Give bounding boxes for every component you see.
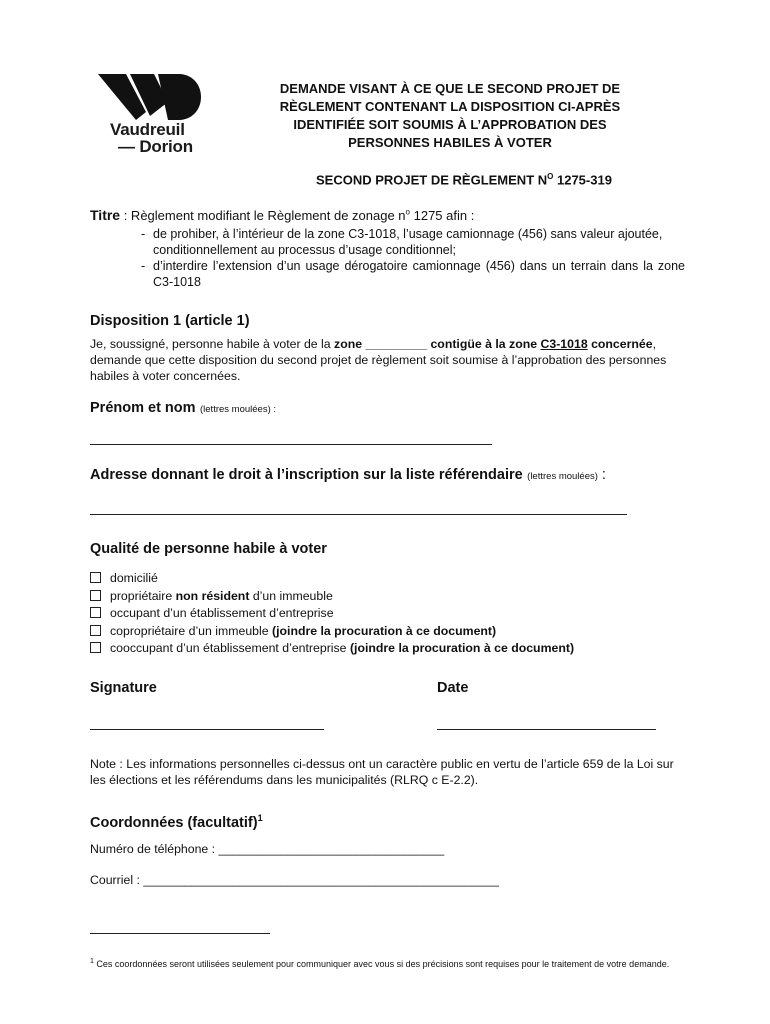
checkbox[interactable] — [90, 572, 101, 583]
checkbox[interactable] — [90, 625, 101, 636]
prenom-field[interactable] — [90, 444, 492, 445]
phone-label: Numéro de téléphone : — [90, 842, 219, 856]
adresse-hint: (lettres moulées) — [527, 471, 598, 482]
checkbox[interactable] — [90, 642, 101, 653]
subtitle-number: 1275-319 — [553, 172, 612, 188]
email-row — [90, 873, 499, 887]
adresse-colon: : — [597, 467, 606, 483]
option-coproprietaire[interactable] — [90, 623, 574, 641]
title-line: PERSONNES HABILES À VOTER — [348, 135, 552, 150]
bullet-item: - de prohiber, à l’intérieur de la zone C3-1018, l’usage camionnage (456) sans valeur ajoutée, conditionnellement au processus d’usage conditionnel; — [141, 226, 685, 258]
option-domicilie[interactable] — [90, 570, 574, 588]
note: Note : Les informations personnelles ci-dessus ont un caractère public en vertu de l’article 659 de la Loi sur les élections et les référendums dans les municipalités (RLRQ c E-2.2). — [90, 757, 674, 787]
prenom-hint: (lettres moulées) : — [200, 404, 277, 415]
title-line: RÈGLEMENT CONTENANT LA DISPOSITION CI-APRÈS — [279, 99, 621, 114]
option-label: cooccupant d’un établissement d’entreprise — [110, 641, 350, 655]
prenom-label: Prénom et nom — [90, 400, 196, 416]
disp-text: Je, soussigné, personne habile à voter de la — [90, 337, 335, 351]
phone-row — [90, 842, 444, 856]
option-occupant[interactable] — [90, 605, 574, 623]
titre — [90, 207, 474, 223]
email-field[interactable]: ____________________________________________________ — [143, 873, 499, 887]
disp-zone: zone — [334, 337, 363, 351]
disposition-heading: Disposition 1 (article 1) — [90, 313, 250, 329]
option-proprietaire[interactable] — [90, 588, 574, 606]
option-bold: (joindre la procuration à ce document) — [349, 641, 575, 655]
bullet-text: de prohiber, à l’intérieur de la zone C3-1018, l’usage camionnage (456) sans valeur ajoutée, conditionnellement au processus d’usage conditionnel; — [153, 227, 663, 257]
disp-zone-code: C3-1018 — [540, 337, 588, 351]
date-label: Date — [437, 680, 469, 696]
qualite-heading: Qualité de personne habile à voter — [90, 541, 327, 557]
subtitle-sup: O — [547, 172, 554, 181]
logo-line2: — Dorion — [118, 137, 193, 156]
disp-concernee: concernée — [587, 337, 653, 351]
logo-text — [110, 121, 193, 155]
footnote-sup: 1 — [90, 958, 94, 965]
subtitle-text: SECOND PROJET DE RÈGLEMENT N — [316, 172, 548, 188]
checkbox[interactable] — [90, 607, 101, 618]
phone-field[interactable]: _________________________________ — [218, 842, 445, 856]
checkbox[interactable] — [90, 590, 101, 601]
footnote-separator — [90, 933, 270, 934]
bullet-item: - d’interdire l’extension d’un usage dérogatoire camionnage (456) dans un terrain dans la zone C3-1018 — [141, 259, 685, 289]
footnote — [90, 956, 686, 970]
footnote-text: Ces coordonnées seront utilisées seulement pour communiquer avec vous si des précisions sont requises pour le traitement de votre demande. — [93, 959, 670, 969]
signature-label: Signature — [90, 680, 157, 696]
document-title — [250, 80, 650, 152]
titre-text2: 1275 afin : — [410, 208, 475, 223]
document-subtitle — [316, 172, 612, 187]
coord-sup: 1 — [257, 813, 263, 823]
titre-text: : Règlement modifiant le Règlement de zonage n — [120, 208, 406, 223]
adresse-label: Adresse donnant le droit à l’inscription sur la liste référendaire — [90, 467, 523, 483]
titre-sup: o — [405, 207, 410, 217]
qualite-options — [90, 570, 574, 658]
option-bold: (joindre la procuration à ce document) — [272, 623, 497, 638]
email-label: Courriel : — [90, 873, 144, 887]
titre-label: Titre — [90, 207, 121, 223]
titre-bullets — [141, 226, 685, 290]
prenom-heading — [90, 399, 276, 417]
logo-line1: Vaudreuil — [110, 120, 185, 139]
option-label-post: d’un immeuble — [249, 588, 333, 603]
coordonnees-heading — [90, 813, 263, 831]
coord-label: Coordonnées (facultatif) — [90, 814, 258, 831]
option-label: propriétaire — [110, 588, 176, 603]
bullet-text: d’interdire l’extension d’un usage dérogatoire camionnage (456) dans un terrain dans la zone C3-1018 — [153, 259, 685, 289]
disp-blank: _________ — [365, 337, 428, 351]
disposition-paragraph — [90, 336, 684, 384]
title-line: IDENTIFIÉE SOIT SOUMIS À L’APPROBATION DES — [293, 117, 607, 132]
title-line: DEMANDE VISANT À CE QUE LE SECOND PROJET DE — [279, 81, 621, 96]
date-field[interactable] — [437, 729, 656, 730]
option-bold: non résident — [175, 588, 250, 603]
option-label: copropriétaire d’un immeuble — [110, 623, 272, 638]
disp-text2: , demande que cette disposition du second projet de règlement soit soumise à l’approbation des personnes habiles à voter concernées. — [90, 337, 667, 383]
adresse-heading — [90, 466, 606, 484]
option-label: occupant d’un établissement d’entreprise — [110, 606, 334, 620]
signature-field[interactable] — [90, 729, 324, 730]
option-label: domicilié — [110, 571, 158, 585]
adresse-field[interactable] — [90, 514, 627, 515]
option-cooccupant[interactable] — [90, 640, 574, 658]
disp-contig: contigüe à la zone — [427, 337, 541, 351]
